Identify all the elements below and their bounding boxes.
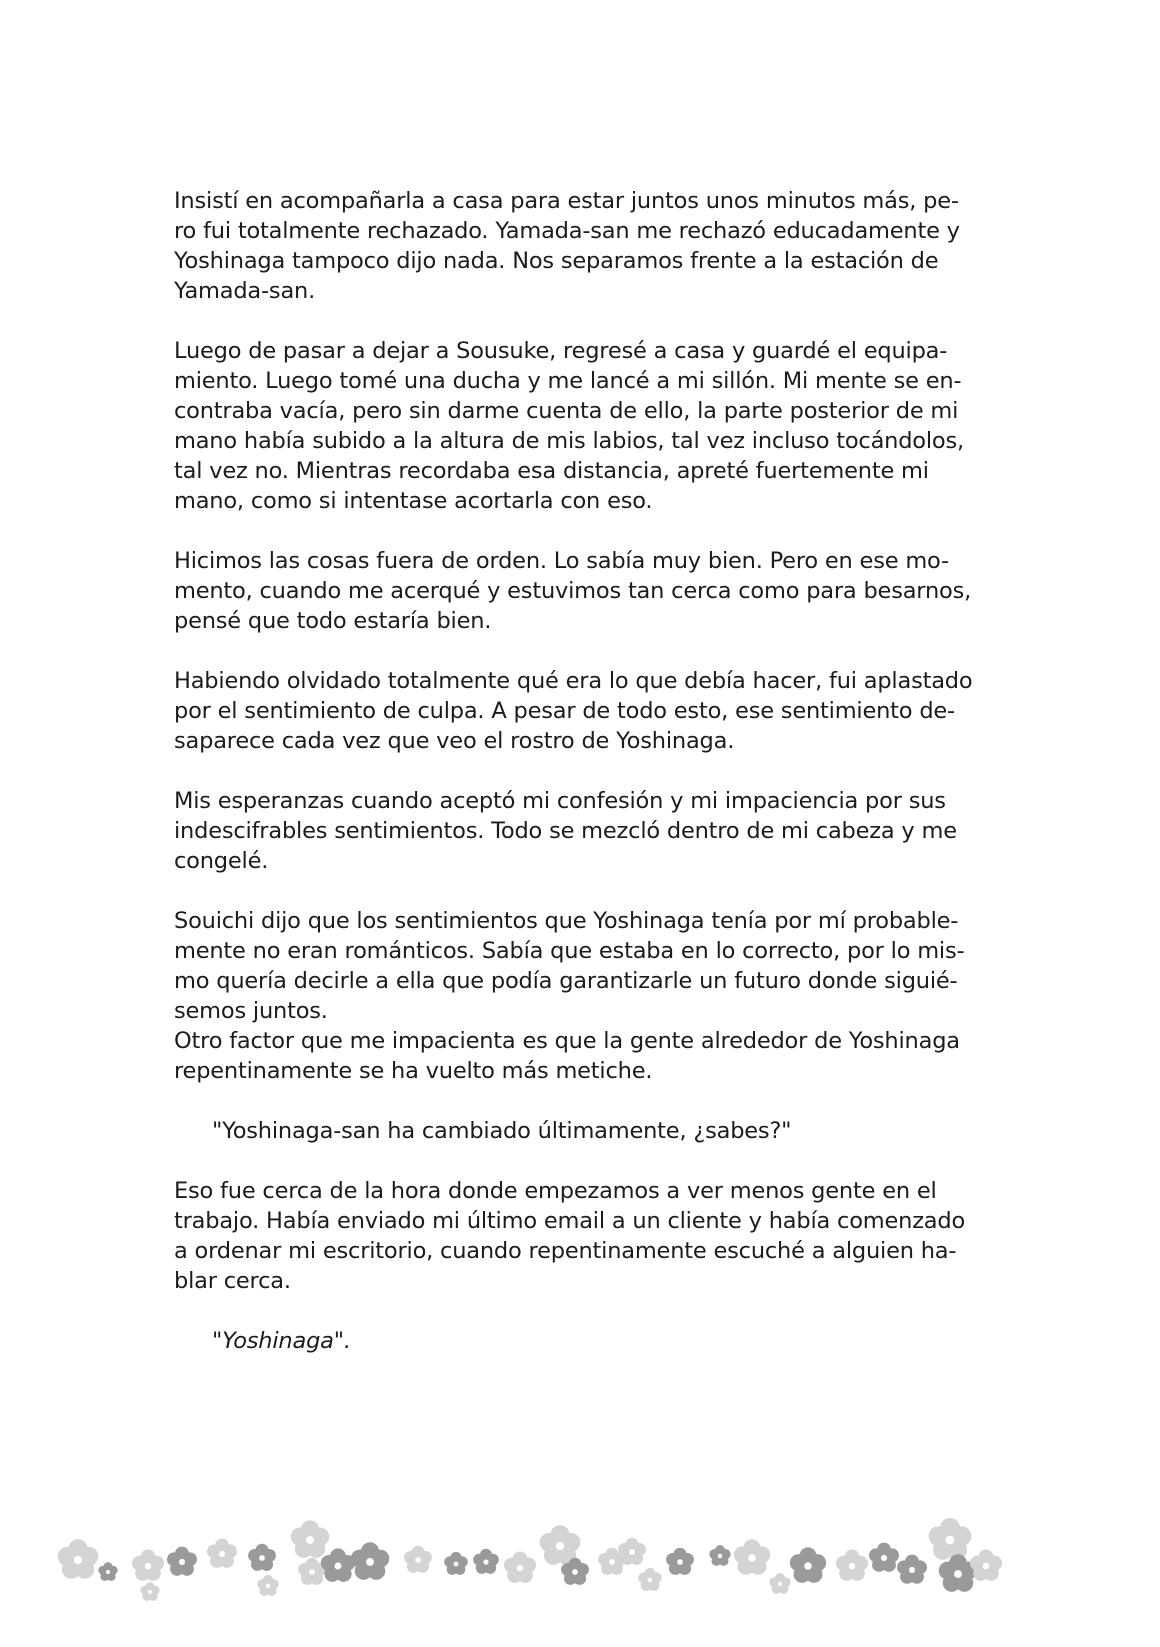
flower-icon	[98, 1562, 117, 1581]
paragraph-8	[174, 1176, 974, 1296]
flower-icon	[444, 1552, 468, 1575]
flower-icon	[734, 1539, 770, 1575]
text-line: Insistí en acompañarla a casa para estar juntos unos minutos más, pe-	[174, 188, 959, 214]
flower-icon	[869, 1543, 899, 1572]
flower-icon	[769, 1573, 790, 1594]
flower-icon	[638, 1568, 662, 1591]
text-line: pensé que todo estaría bien.	[174, 608, 492, 634]
paragraph-4	[174, 666, 974, 756]
text-line: mano, como si intentase acortarla con eso.	[174, 488, 653, 514]
flower-icon	[248, 1544, 276, 1571]
flower-icon	[709, 1545, 730, 1566]
flower-icon	[321, 1548, 355, 1581]
text-line: Otro factor que me impacienta es que la gente alrededor de Yoshinaga	[174, 1028, 960, 1054]
text-line: repentinamente se ha vuelto más metiche.	[174, 1058, 653, 1084]
flower-icon	[291, 1520, 330, 1558]
flower-icon	[897, 1555, 927, 1584]
text-line: Mis esperanzas cuando aceptó mi confesión y mi impaciencia por sus	[174, 788, 946, 814]
flower-icon	[404, 1546, 432, 1573]
text-line: congelé.	[174, 848, 269, 874]
text-line: trabajo. Había enviado mi último email a un cliente y había comenzado	[174, 1208, 966, 1234]
flower-icon	[473, 1549, 499, 1574]
flower-icon	[132, 1550, 164, 1581]
text-line: mano había subido a la altura de mis labios, tal vez incluso tocándolos,	[174, 428, 964, 454]
paragraph-5	[174, 786, 974, 876]
flower-icon	[140, 1582, 159, 1601]
flower-border	[0, 1500, 1160, 1620]
text-line: ro fui totalmente rechazado. Yamada-san me rechazó educadamente y	[174, 218, 960, 244]
text-line: por el sentimiento de culpa. A pesar de todo esto, ese sentimiento de-	[174, 698, 955, 724]
flower-icon	[836, 1550, 868, 1581]
text-line: indescifrables sentimientos. Todo se mezcló dentro de mi cabeza y me	[174, 818, 957, 844]
flower-icon	[207, 1539, 237, 1568]
text-line: Hicimos las cosas fuera de orden. Lo sabía muy bien. Pero en ese mo-	[174, 548, 949, 574]
text-line: miento. Luego tomé una ducha y me lancé a mi sillón. Mi mente se en-	[174, 368, 962, 394]
flower-icon	[929, 1518, 972, 1560]
paragraph-2	[174, 336, 974, 516]
flower-icon	[504, 1552, 536, 1583]
flower-icon	[970, 1550, 1002, 1581]
flower-icon	[666, 1548, 694, 1575]
text-line: semos juntos.	[174, 998, 328, 1024]
dialogue-line: "Yoshinaga".	[212, 1328, 351, 1354]
flower-icon	[618, 1538, 646, 1565]
dialogue-line: "Yoshinaga-san ha cambiado últimamente, ¿sabes?"	[212, 1118, 792, 1144]
paragraph-7	[174, 1026, 974, 1086]
text-line: mente no eran románticos. Sabía que estaba en lo correcto, por lo mis-	[174, 938, 965, 964]
body-text	[174, 186, 974, 1386]
text-line: Yoshinaga tampoco dijo nada. Nos separamos frente a la estación de	[174, 248, 939, 274]
paragraph-6	[174, 906, 974, 1026]
paragraph-3	[174, 546, 974, 636]
text-line: Habiendo olvidado totalmente qué era lo que debía hacer, fui aplastado	[174, 668, 973, 694]
text-line: Luego de pasar a dejar a Sousuke, regresé a casa y guardé el equipa-	[174, 338, 948, 364]
text-line: saparece cada vez que veo el rostro de Yoshinaga.	[174, 728, 735, 754]
text-line: blar cerca.	[174, 1268, 291, 1294]
flower-icon	[790, 1547, 826, 1583]
text-line: tal vez no. Mientras recordaba esa distancia, apreté fuertemente mi	[174, 458, 929, 484]
text-line: Yamada-san.	[174, 278, 316, 304]
flower-icon	[351, 1542, 390, 1580]
flower-icon	[58, 1539, 99, 1579]
flower-icon	[257, 1575, 278, 1596]
text-line: a ordenar mi escritorio, cuando repentinamente escuché a alguien ha-	[174, 1238, 957, 1264]
text-line: Souichi dijo que los sentimientos que Yoshinaga tenía por mí probable-	[174, 908, 959, 934]
paragraph-1	[174, 186, 974, 306]
flower-icon	[167, 1547, 197, 1576]
text-line: mo quería decirle a ella que podía garantizarle un futuro donde siguié-	[174, 968, 958, 994]
text-line: contraba vacía, pero sin darme cuenta de ello, la parte posterior de mi	[174, 398, 959, 424]
text-line: mento, cuando me acerqué y estuvimos tan cerca como para besarnos,	[174, 578, 972, 604]
text-line: Eso fue cerca de la hora donde empezamos a ver menos gente en el	[174, 1178, 937, 1204]
